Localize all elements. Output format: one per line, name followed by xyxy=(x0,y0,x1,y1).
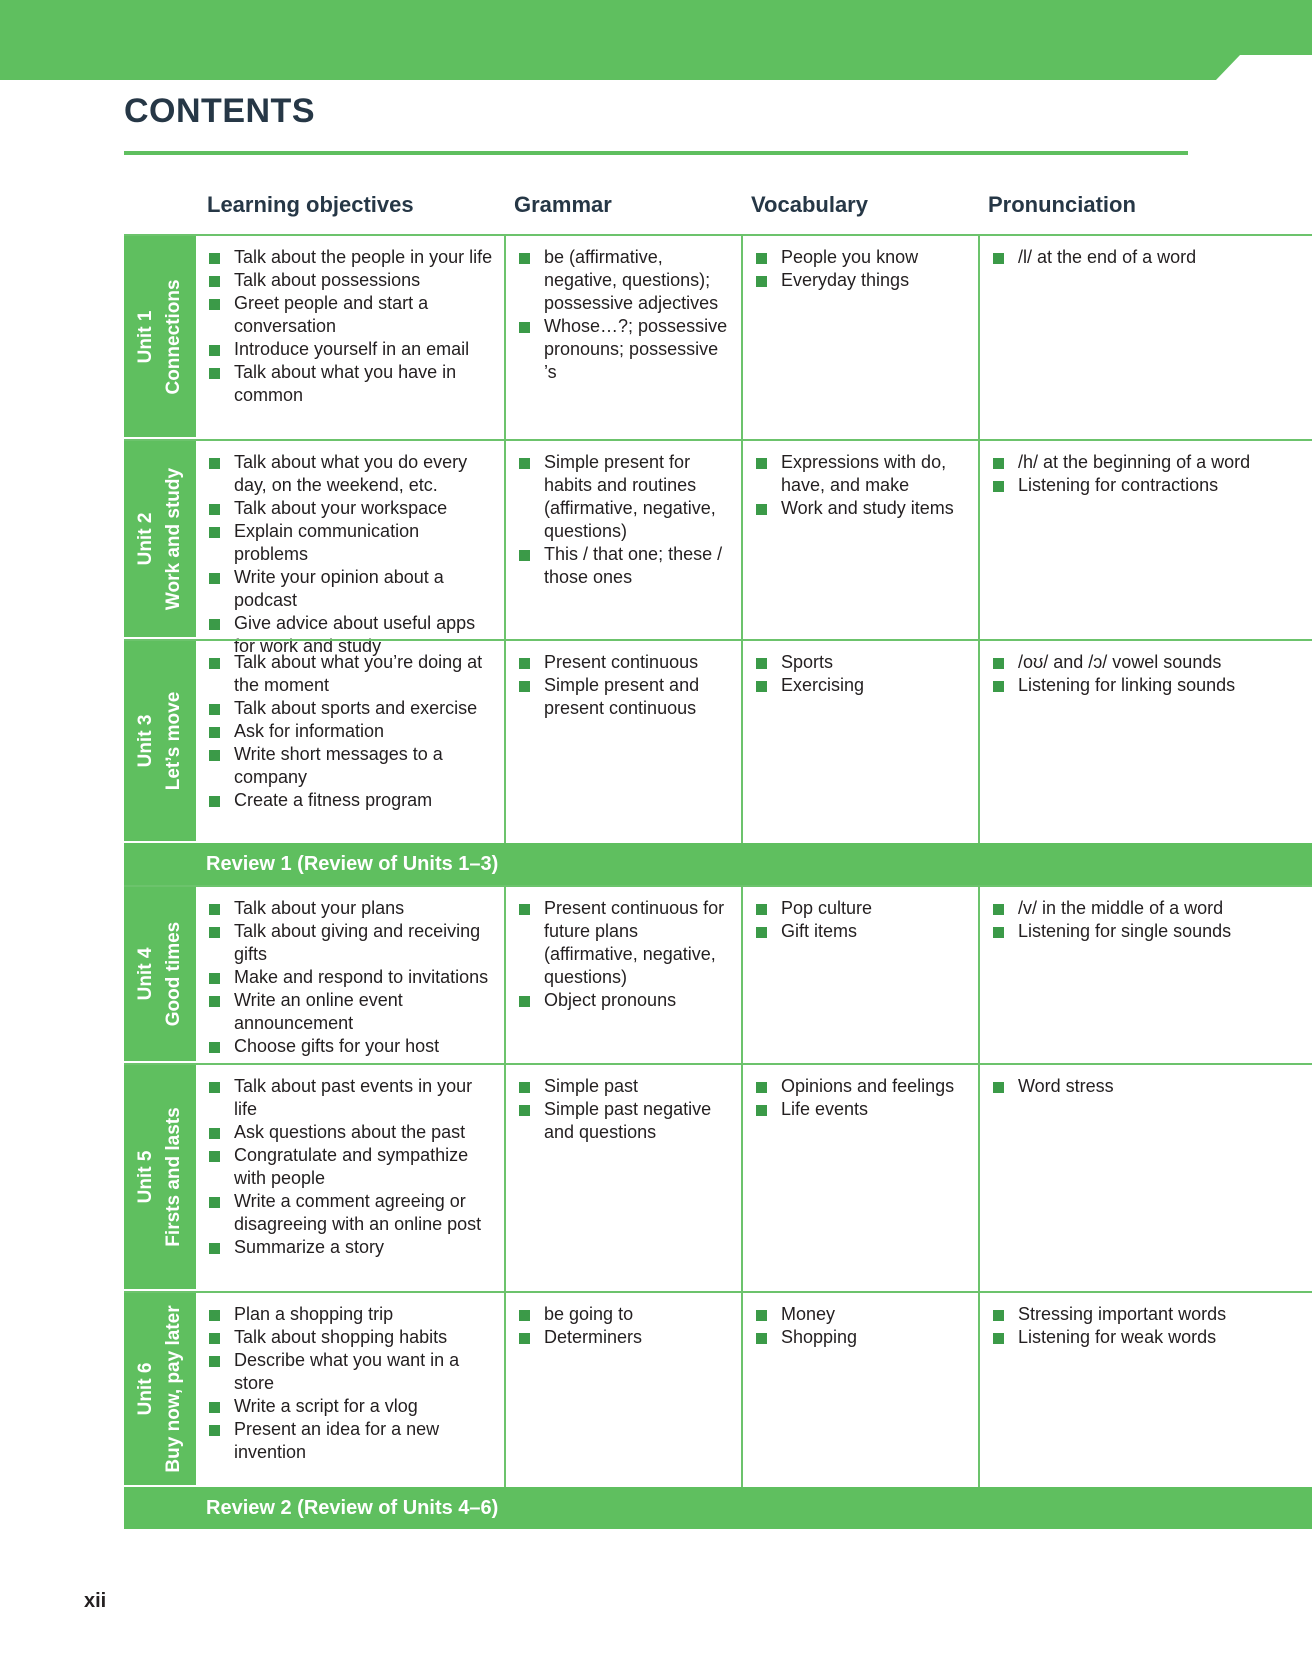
unit-row xyxy=(124,439,1312,656)
grammar-list xyxy=(516,1303,733,1349)
review-label: Review 1 (Review of Units 1–3) xyxy=(196,843,1312,885)
list-item: Create a fitness program xyxy=(206,789,496,812)
unit-row xyxy=(124,1063,1312,1291)
grammar-list xyxy=(516,897,733,1012)
list-item: /v/ in the middle of a word xyxy=(990,897,1304,920)
vocabulary-list xyxy=(753,897,970,943)
list-item: Simple present and present continuous xyxy=(516,674,733,720)
page-number: xii xyxy=(84,1590,107,1612)
vocabulary-list xyxy=(753,1075,970,1121)
review-label: Review 2 (Review of Units 4–6) xyxy=(196,1487,1312,1529)
vocabulary-cell xyxy=(743,441,980,639)
unit-number: Unit 3 xyxy=(135,714,156,768)
unit-row xyxy=(124,1291,1312,1487)
unit-label xyxy=(132,1305,188,1472)
list-item: Write a script for a vlog xyxy=(206,1395,496,1418)
list-item: Plan a shopping trip xyxy=(206,1303,496,1326)
review-tab xyxy=(124,1487,196,1529)
list-item: Summarize a story xyxy=(206,1236,496,1259)
unit-row xyxy=(124,639,1312,843)
pronunciation-cell xyxy=(980,1065,1312,1291)
list-item: Talk about your plans xyxy=(206,897,496,920)
vocabulary-cell xyxy=(743,641,980,843)
pronunciation-list xyxy=(990,651,1304,697)
unit-label xyxy=(132,468,188,610)
list-item: Object pronouns xyxy=(516,989,733,1012)
unit-label xyxy=(132,922,188,1027)
list-item: Work and study items xyxy=(753,497,970,520)
list-item: Everyday things xyxy=(753,269,970,292)
objectives-list xyxy=(206,246,496,407)
objectives-list xyxy=(206,651,496,812)
objectives-list xyxy=(206,451,496,658)
list-item: Sports xyxy=(753,651,970,674)
list-item: /oʊ/ and /ɔ/ vowel sounds xyxy=(990,651,1304,674)
unit-tab xyxy=(124,887,196,1063)
unit-tab xyxy=(124,441,196,639)
vocabulary-cell xyxy=(743,1065,980,1291)
unit-row xyxy=(124,885,1312,1063)
pronunciation-list xyxy=(990,451,1304,497)
unit-number: Unit 5 xyxy=(135,1150,156,1204)
header-learning-objectives: Learning objectives xyxy=(207,192,414,217)
grammar-list xyxy=(516,651,733,720)
list-item: Write your opinion about a podcast xyxy=(206,566,496,612)
list-item: Talk about the people in your life xyxy=(206,246,496,269)
objectives-list xyxy=(206,1075,496,1259)
unit-label xyxy=(132,1107,188,1246)
list-item: Talk about what you’re doing at the moment xyxy=(206,651,496,697)
list-item: Introduce yourself in an email xyxy=(206,338,496,361)
list-item: /h/ at the beginning of a word xyxy=(990,451,1304,474)
list-item: Ask questions about the past xyxy=(206,1121,496,1144)
pronunciation-list xyxy=(990,1075,1304,1098)
header-grammar: Grammar xyxy=(514,192,612,217)
pronunciation-cell xyxy=(980,236,1312,439)
list-item: This / that one; these / those ones xyxy=(516,543,733,589)
list-item: Word stress xyxy=(990,1075,1304,1098)
list-item: Money xyxy=(753,1303,970,1326)
title-rule xyxy=(124,151,1188,155)
unit-tab xyxy=(124,1293,196,1487)
pronunciation-cell xyxy=(980,641,1312,843)
list-item: Simple past negative and questions xyxy=(516,1098,733,1144)
page-title: CONTENTS xyxy=(124,92,315,130)
pronunciation-list xyxy=(990,897,1304,943)
list-item: Life events xyxy=(753,1098,970,1121)
list-item: Describe what you want in a store xyxy=(206,1349,496,1395)
list-item: Present continuous xyxy=(516,651,733,674)
list-item: Talk about what you do every day, on the weekend, etc. xyxy=(206,451,496,497)
list-item: Talk about giving and receiving gifts xyxy=(206,920,496,966)
objectives-list xyxy=(206,1303,496,1464)
unit-name: Firsts and lasts xyxy=(163,1107,184,1247)
list-item: Write a comment agreeing or disagreeing with an online post xyxy=(206,1190,496,1236)
unit-tab xyxy=(124,1065,196,1291)
list-item: Present an idea for a new invention xyxy=(206,1418,496,1464)
list-item: Talk about past events in your life xyxy=(206,1075,496,1121)
vocabulary-cell xyxy=(743,236,980,439)
list-item: Talk about sports and exercise xyxy=(206,697,496,720)
pronunciation-list xyxy=(990,246,1304,269)
list-item: Choose gifts for your host xyxy=(206,1035,496,1058)
unit-name: Work and study xyxy=(163,467,184,611)
objectives-cell xyxy=(196,1293,506,1487)
list-item: be going to xyxy=(516,1303,733,1326)
vocabulary-list xyxy=(753,1303,970,1349)
review-bar xyxy=(124,843,1312,885)
review-bar xyxy=(124,1487,1312,1529)
header-vocabulary: Vocabulary xyxy=(751,192,868,217)
list-item: Explain communication problems xyxy=(206,520,496,566)
grammar-cell xyxy=(506,236,743,439)
unit-label xyxy=(132,692,188,791)
pronunciation-cell xyxy=(980,441,1312,639)
unit-number: Unit 2 xyxy=(135,512,156,566)
list-item: Exercising xyxy=(753,674,970,697)
objectives-cell xyxy=(196,641,506,843)
list-item: Listening for weak words xyxy=(990,1326,1304,1349)
list-item: Write an online event announcement xyxy=(206,989,496,1035)
pronunciation-cell xyxy=(980,1293,1312,1487)
pronunciation-list xyxy=(990,1303,1304,1349)
list-item: Talk about what you have in common xyxy=(206,361,496,407)
unit-label xyxy=(132,279,188,394)
grammar-cell xyxy=(506,887,743,1063)
list-item: Congratulate and sympathize with people xyxy=(206,1144,496,1190)
objectives-cell xyxy=(196,236,506,439)
grammar-list xyxy=(516,451,733,589)
header-band xyxy=(0,0,1312,80)
vocabulary-list xyxy=(753,451,970,520)
objectives-cell xyxy=(196,441,506,656)
objectives-cell xyxy=(196,1065,506,1291)
pronunciation-cell xyxy=(980,887,1312,1063)
list-item: Whose…?; possessive pronouns; possessive ’s xyxy=(516,315,733,384)
unit-name: Let’s move xyxy=(163,691,184,791)
list-item: Listening for single sounds xyxy=(990,920,1304,943)
unit-tab xyxy=(124,641,196,843)
list-item: Simple present for habits and routines (affirmative, negative, questions) xyxy=(516,451,733,543)
list-item: Shopping xyxy=(753,1326,970,1349)
list-item: Give advice about useful apps for work and study xyxy=(206,612,496,658)
list-item: Make and respond to invitations xyxy=(206,966,496,989)
grammar-cell xyxy=(506,441,743,639)
vocabulary-cell xyxy=(743,1293,980,1487)
grammar-cell xyxy=(506,1065,743,1291)
list-item: Talk about your workspace xyxy=(206,497,496,520)
list-item: /l/ at the end of a word xyxy=(990,246,1304,269)
list-item: Opinions and feelings xyxy=(753,1075,970,1098)
objectives-list xyxy=(206,897,496,1058)
unit-number: Unit 4 xyxy=(135,947,156,1001)
contents-table xyxy=(124,234,1312,1529)
list-item: Pop culture xyxy=(753,897,970,920)
list-item: Gift items xyxy=(753,920,970,943)
list-item: be (affirmative, negative, questions); possessive adjectives xyxy=(516,246,733,315)
vocabulary-list xyxy=(753,651,970,697)
unit-name: Good times xyxy=(163,921,184,1027)
list-item: Write short messages to a company xyxy=(206,743,496,789)
unit-name: Connections xyxy=(163,278,184,395)
unit-number: Unit 6 xyxy=(135,1362,156,1416)
list-item: Ask for information xyxy=(206,720,496,743)
vocabulary-cell xyxy=(743,887,980,1063)
unit-number: Unit 1 xyxy=(135,310,156,363)
list-item: Expressions with do, have, and make xyxy=(753,451,970,497)
list-item: Present continuous for future plans (affirmative, negative, questions) xyxy=(516,897,733,989)
list-item: Talk about possessions xyxy=(206,269,496,292)
unit-tab xyxy=(124,236,196,439)
review-tab xyxy=(124,843,196,885)
list-item: Determiners xyxy=(516,1326,733,1349)
vocabulary-list xyxy=(753,246,970,292)
list-item: Greet people and start a conversation xyxy=(206,292,496,338)
grammar-list xyxy=(516,1075,733,1144)
grammar-cell xyxy=(506,641,743,843)
list-item: Stressing important words xyxy=(990,1303,1304,1326)
list-item: Talk about shopping habits xyxy=(206,1326,496,1349)
unit-name: Buy now, pay later xyxy=(163,1305,184,1473)
list-item: Listening for contractions xyxy=(990,474,1304,497)
list-item: People you know xyxy=(753,246,970,269)
header-pronunciation: Pronunciation xyxy=(988,192,1136,217)
objectives-cell xyxy=(196,887,506,1063)
list-item: Listening for linking sounds xyxy=(990,674,1304,697)
list-item: Simple past xyxy=(516,1075,733,1098)
grammar-cell xyxy=(506,1293,743,1487)
grammar-list xyxy=(516,246,733,384)
unit-row xyxy=(124,234,1312,439)
